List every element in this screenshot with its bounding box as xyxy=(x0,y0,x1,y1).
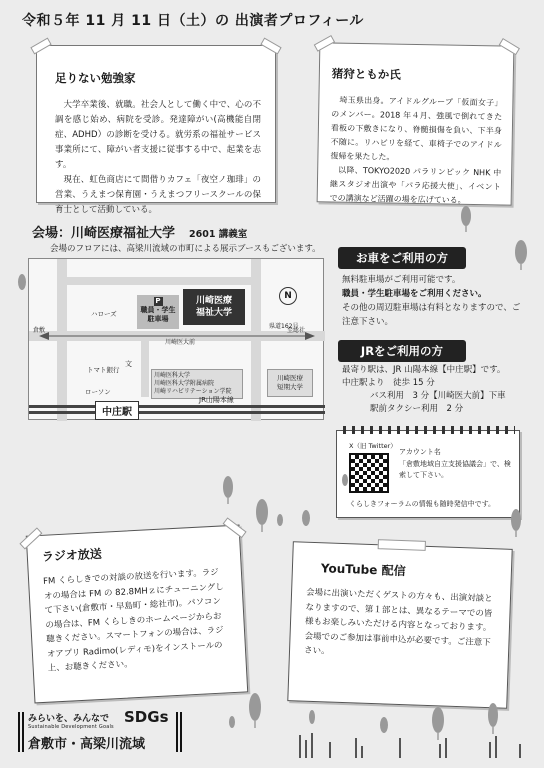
footer-sdgs: SDGs xyxy=(124,708,169,726)
venue-room: 2601 講義室 xyxy=(189,229,248,240)
jr-info xyxy=(342,364,522,416)
venue-title xyxy=(32,222,247,241)
venue-description: 会場のフロアには、高梁川流域の市町による展示ブースもございます。 xyxy=(50,244,321,254)
footer-bars-right xyxy=(176,712,184,752)
main-building xyxy=(183,289,245,325)
radio-body: FM くらしきでの対談の放送を行います。ラジオの場合は FM の 82.8MHｚにチューニングして下さい(倉敷市・早島町・総社市)。パソコンの場合は、FM くらしきのホームページからお聴きください。スマートフォンの場合は、ラジオアプリ Radimo(レディモ)をインストールの上、お聴きください。 xyxy=(42,567,225,674)
route-label: 県道162号 xyxy=(269,323,299,330)
twitter-account: 「倉敷地域自立支援協議会」で、検索して下さい。 xyxy=(399,460,511,479)
jr-line: 中庄駅より 徒歩 15 分 xyxy=(342,378,435,388)
twitter-account-label: アカウント名 xyxy=(399,448,441,456)
tape xyxy=(314,35,335,52)
profile-paragraph: 現在、虹色商店にて間借りカフェ「夜空ノ珈琲」の営業、うえまつ保育園・うえまつフリースクールの保育士として活動している。 xyxy=(55,175,261,215)
parking-icon: P xyxy=(155,297,161,305)
profile-name: 猪狩ともか氏 xyxy=(331,66,401,82)
junior-college-label: 川崎医療 短期大学 xyxy=(277,374,303,391)
hospital-label: 川崎医科大学 川崎医科大学附属病院 川崎リハビリテーション学院 xyxy=(154,372,232,395)
car-line: 職員・学生駐車場をご利用ください。 xyxy=(342,289,487,299)
main-building-label: 川崎医療 福祉大学 xyxy=(195,296,232,318)
tape xyxy=(260,38,281,55)
car-info xyxy=(342,273,522,329)
profile-name: 足りない勉強家 xyxy=(55,71,136,85)
car-line: 無料駐車場がご利用可能です。 xyxy=(342,275,461,285)
tape xyxy=(19,527,42,549)
footer-sdgs-sub: Sustainable Development Goals xyxy=(28,724,114,730)
to-kurashiki-label: 倉敷 xyxy=(33,327,46,334)
hello-work-label: ハローズ xyxy=(91,310,117,318)
binder-rings xyxy=(343,426,515,434)
station-label: 中庄駅 xyxy=(95,401,139,420)
radio-title: ラジオ放送 xyxy=(41,546,103,564)
car-line: その他の周辺駐車場は有料となりますので、ご注意下さい。 xyxy=(342,303,521,327)
twitter-card xyxy=(336,430,520,518)
railway-label: JR山陽本線 xyxy=(199,396,234,404)
car-badge: お車をご利用の方 xyxy=(338,247,466,269)
post-label: 川崎医大前 xyxy=(165,339,196,346)
lawson-label: ローソン xyxy=(85,388,111,396)
tape xyxy=(378,539,426,551)
profile-paragraph: 大学卒業後、就職。社会人として働く中で、心の不調を感じ始め、病院を受診。発達障がい(高機能自閉症、ADHD）の診断を受ける。就労系の福祉サービス事業所にて、障がい者支援に従事する中で、起業を志す。 xyxy=(55,100,261,170)
youtube-body: 会場に出演いただくゲストの方々も、出演対談となりますので、第１部とは、異なるテーマでの皆様もお楽しみいただける内容となっております。会場でのご参加は事前申込が必要です。ご注意下さい。 xyxy=(303,587,493,657)
jr-line: バス利用 3 分【川崎医大前】下車 xyxy=(370,391,506,401)
footer-tagline: みらいを、みんなで xyxy=(28,714,110,724)
culture-icon: 文 xyxy=(125,360,132,368)
profile-card-left xyxy=(36,45,276,215)
page-title: 令和５年 11 月 11 日（土）の 出演者プロフィール xyxy=(22,13,364,29)
venue-map xyxy=(28,258,324,420)
junior-college-block xyxy=(267,369,313,397)
tape xyxy=(223,517,247,538)
tape xyxy=(499,38,520,55)
tomato-bank-label: トマト銀行 xyxy=(87,366,120,374)
footer-bars-left xyxy=(18,712,26,752)
jr-line: 最寄り駅は、JR 山陽本線【中庄駅】です。 xyxy=(342,365,506,375)
footer-region: 倉敷市・高梁川流域 xyxy=(28,737,146,752)
twitter-note: くらしきフォーラムの情報も随時発信中です。 xyxy=(349,500,496,508)
tape xyxy=(30,38,51,55)
profile-paragraph: 以降、TOKYO2020 パラリンピック NHK 中継スタジオ出演や「パラ応援大使」、イベントでの講演など活躍の場を広げている。 xyxy=(329,165,502,205)
profile-paragraph: 埼玉県出身。アイドルグループ「仮面女子」のメンバー。2018 年４月、強風で倒れてきた看板の下敷きになり、脊髄損傷を負い、下半身不随に。リハビリを経て、車椅子でのアイドル復帰を果たした。 xyxy=(330,95,503,162)
jr-badge: JRをご利用の方 xyxy=(338,340,466,362)
to-soja-label: 至総社 xyxy=(287,327,306,334)
twitter-platform: X（旧 Twitter） xyxy=(349,442,397,450)
jr-line: 駅前タクシー利用 2 分 xyxy=(370,404,464,414)
youtube-title: YouTube 配信 xyxy=(320,561,406,579)
radio-card xyxy=(26,525,248,704)
venue-label: 会場：川崎医療福祉大学 xyxy=(32,226,176,241)
profile-card-right xyxy=(317,42,515,205)
parking-label: 職員・学生 駐車場 xyxy=(140,306,176,323)
parking-lot xyxy=(137,295,179,329)
qr-code-icon xyxy=(349,453,389,493)
north-icon: N xyxy=(279,287,297,305)
youtube-card xyxy=(287,541,512,709)
